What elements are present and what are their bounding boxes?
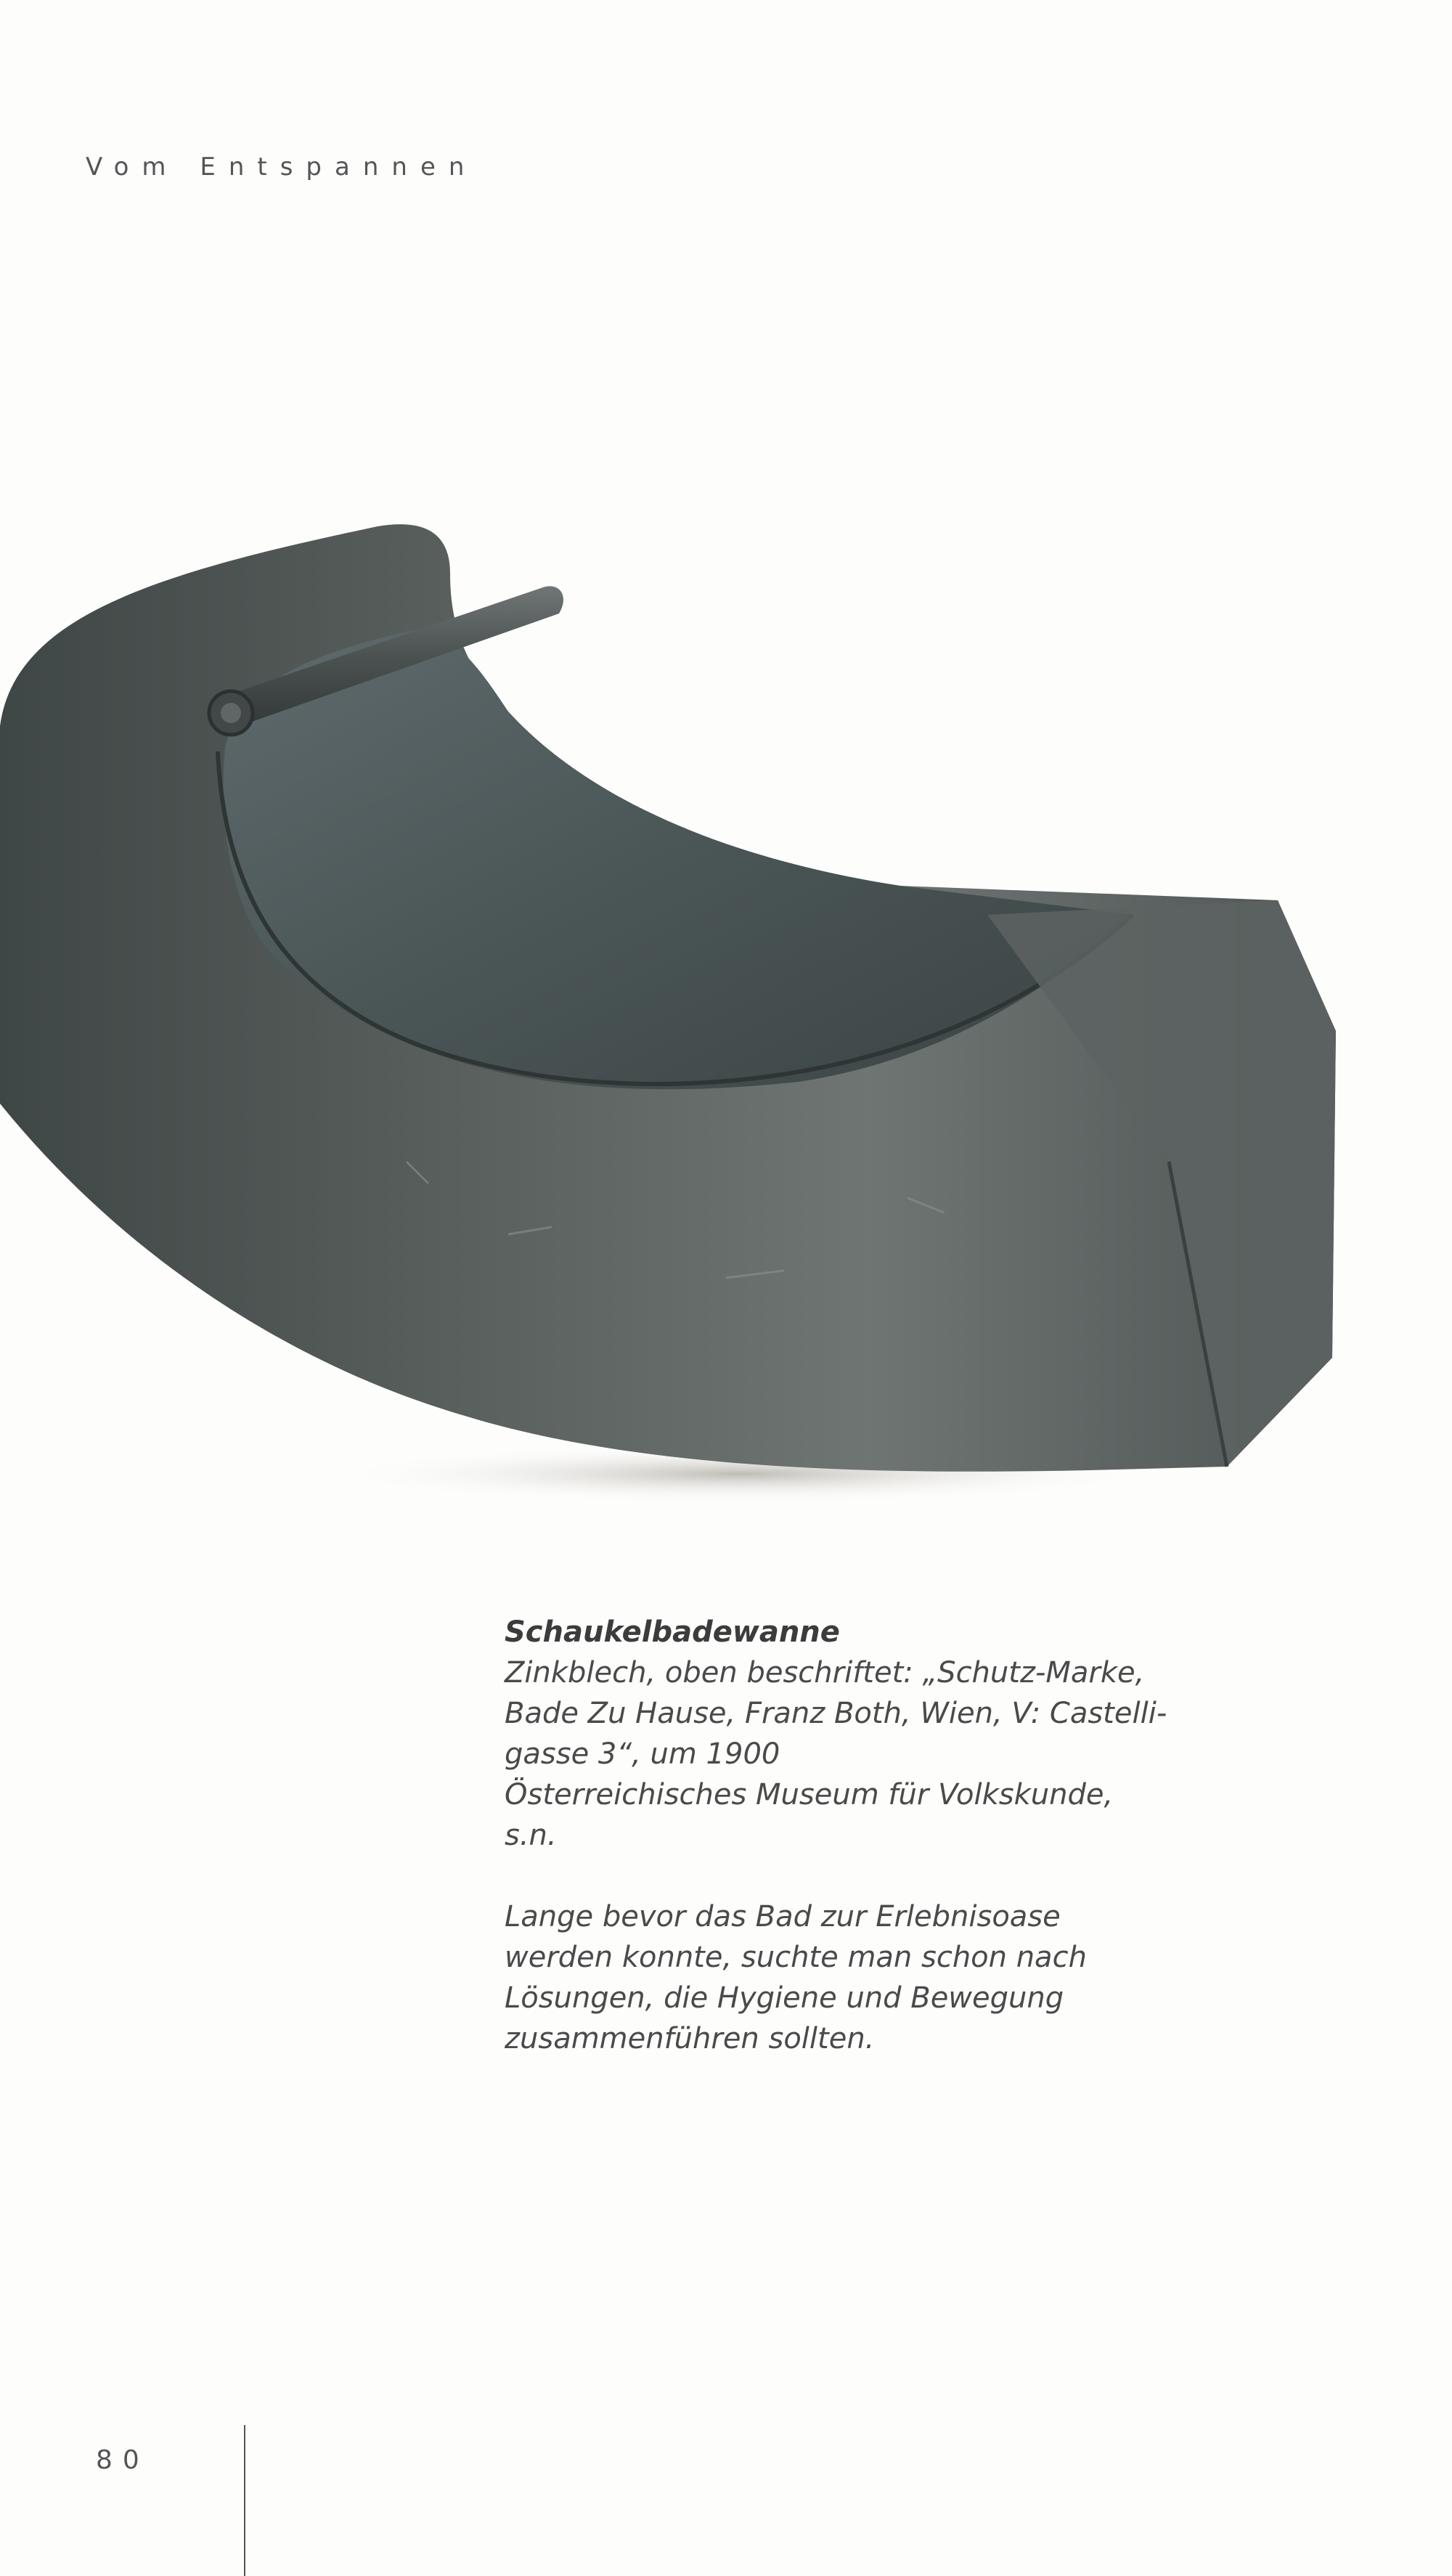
description-line: Lange bevor das Bad zur Erlebnisoase [505, 1900, 1061, 1933]
caption-line: Bade Zu Hause, Franz Both, Wien, V: Castelli- [505, 1697, 1167, 1730]
running-head: Vom Entspannen [86, 152, 478, 182]
page-number: 80 [96, 2445, 150, 2475]
caption-line: Österreichisches Museum für Volkskunde, [505, 1778, 1114, 1811]
description-line: zusammenführen sollten. [505, 2022, 875, 2055]
bathtub-photo [0, 508, 1343, 1539]
description-line: Lösungen, die Hygiene und Bewegung [505, 1981, 1064, 2015]
page-rule [244, 2425, 245, 2576]
caption-line: Zinkblech, oben beschriftet: „Schutz-Marke, [505, 1656, 1145, 1690]
figure-caption [505, 1612, 1216, 2059]
description-line: werden konnte, suchte man schon nach [505, 1941, 1087, 1974]
caption-line: gasse 3“, um 1900 [505, 1737, 780, 1771]
caption-title: Schaukelbadewanne [505, 1615, 840, 1649]
caption-gap [505, 1856, 1216, 1896]
caption-line: s.n. [505, 1819, 557, 1852]
